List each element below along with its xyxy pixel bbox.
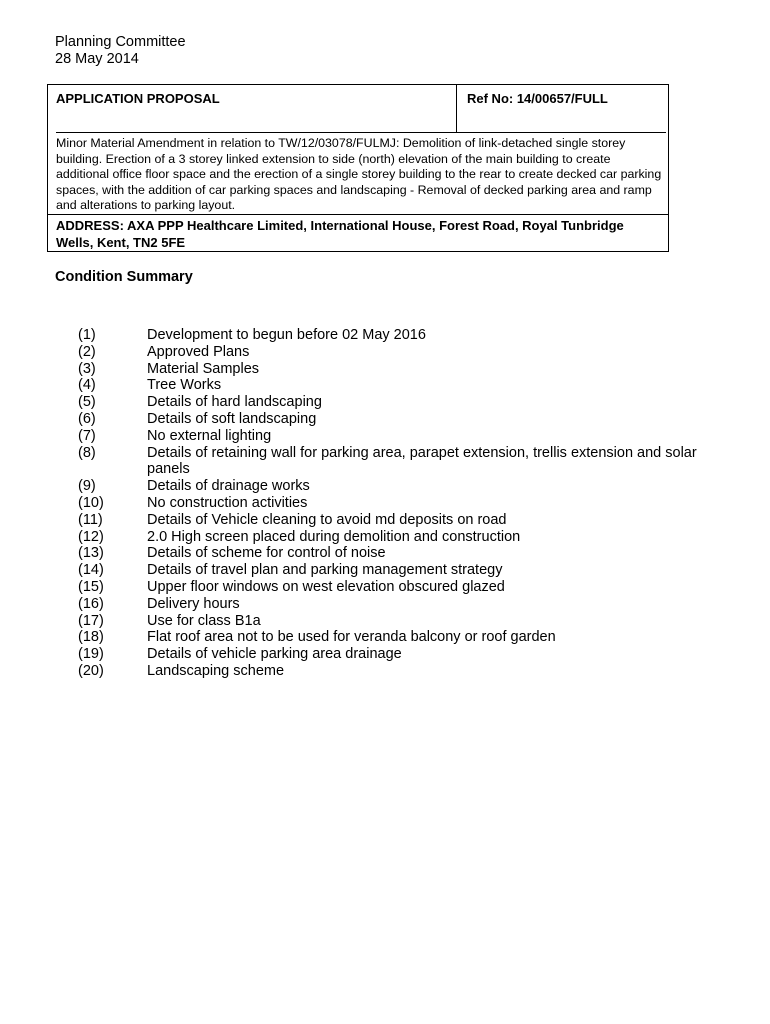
condition-text: No external lighting xyxy=(147,427,272,444)
condition-number: (16) xyxy=(78,595,104,612)
condition-summary-heading: Condition Summary xyxy=(55,269,193,285)
condition-item xyxy=(0,545,770,562)
meeting-date: 28 May 2014 xyxy=(55,51,139,67)
condition-item xyxy=(0,361,770,378)
proposal-title-cell xyxy=(48,85,457,132)
condition-item xyxy=(0,445,770,479)
condition-item xyxy=(0,512,770,529)
condition-item xyxy=(0,579,770,596)
condition-number: (19) xyxy=(78,646,104,663)
condition-text: 2.0 High screen placed during demolition and construction xyxy=(147,528,521,545)
condition-text: Upper floor windows on west elevation obscured glazed xyxy=(147,578,505,595)
condition-text: Flat roof area not to be used for veranda balcony or roof garden xyxy=(147,629,556,646)
condition-item xyxy=(0,411,770,428)
condition-item xyxy=(0,495,770,512)
condition-item xyxy=(0,629,770,646)
condition-text: Details of scheme for control of noise xyxy=(147,545,386,562)
condition-item xyxy=(0,344,770,361)
committee-name: Planning Committee xyxy=(55,34,186,50)
proposal-title: APPLICATION PROPOSAL xyxy=(56,91,220,106)
condition-text: Material Samples xyxy=(147,360,260,377)
condition-item xyxy=(0,562,770,579)
condition-item xyxy=(0,327,770,344)
condition-number: (5) xyxy=(78,394,96,411)
condition-text: Details of soft landscaping xyxy=(147,410,317,427)
proposal-header-row xyxy=(48,85,668,132)
condition-text: Tree Works xyxy=(147,377,222,394)
condition-number: (20) xyxy=(78,662,104,679)
condition-item xyxy=(0,663,770,680)
condition-text: Delivery hours xyxy=(147,595,240,612)
document-header xyxy=(55,34,186,68)
condition-item xyxy=(0,596,770,613)
condition-number: (4) xyxy=(78,377,96,394)
condition-text: Details of travel plan and parking management strategy xyxy=(147,562,503,579)
proposal-description: Minor Material Amendment in relation to TW/12/03078/FULMJ: Demolition of link-detached single storey building. Erection of a 3 storey linked extension to side (north) elevation of the main building to create additional office floor space and the erection of a single storey building to the rear to create decked car parking spaces, with the addition of car parking spaces and landscaping - Removal of decked parking area and ramp and alterations to parking layout. xyxy=(56,132,666,211)
condition-text: Details of vehicle parking area drainage xyxy=(147,646,402,663)
condition-number: (6) xyxy=(78,410,96,427)
condition-number: (8) xyxy=(78,444,96,461)
condition-number: (3) xyxy=(78,360,96,377)
condition-text: Landscaping scheme xyxy=(147,662,285,679)
condition-number: (2) xyxy=(78,343,96,360)
condition-number: (1) xyxy=(78,327,96,343)
condition-text: Details of drainage works xyxy=(147,478,310,495)
condition-item xyxy=(0,646,770,663)
condition-number: (11) xyxy=(78,511,103,528)
condition-number: (7) xyxy=(78,427,96,444)
condition-number: (18) xyxy=(78,629,104,646)
condition-list xyxy=(0,327,770,680)
condition-item xyxy=(0,377,770,394)
condition-item xyxy=(0,478,770,495)
condition-number: (17) xyxy=(78,612,104,629)
reference-cell xyxy=(457,85,668,132)
condition-number: (13) xyxy=(78,545,104,562)
condition-number: (12) xyxy=(78,528,104,545)
condition-item xyxy=(0,613,770,630)
condition-item xyxy=(0,529,770,546)
condition-number: (15) xyxy=(78,578,104,595)
condition-text: Details of Vehicle cleaning to avoid md deposits on road xyxy=(147,511,507,528)
condition-number: (10) xyxy=(78,494,104,511)
site-address: ADDRESS: AXA PPP Healthcare Limited, International House, Forest Road, Royal Tunbridge Wells, Kent, TN2 5FE xyxy=(48,214,668,251)
application-proposal-table xyxy=(47,84,669,252)
reference-number: Ref No: 14/00657/FULL xyxy=(467,91,608,106)
condition-item xyxy=(0,394,770,411)
condition-text: Approved Plans xyxy=(147,343,250,360)
condition-number: (14) xyxy=(78,562,104,579)
condition-item xyxy=(0,428,770,445)
condition-text: Use for class B1a xyxy=(147,612,261,629)
condition-text: Details of hard landscaping xyxy=(147,394,322,411)
condition-text: Development to begun before 02 May 2016 xyxy=(147,327,426,343)
condition-text: No construction activities xyxy=(147,494,308,511)
condition-number: (9) xyxy=(78,478,96,495)
condition-text: Details of retaining wall for parking area, parapet extension, trellis extension and solar panels xyxy=(147,444,697,478)
